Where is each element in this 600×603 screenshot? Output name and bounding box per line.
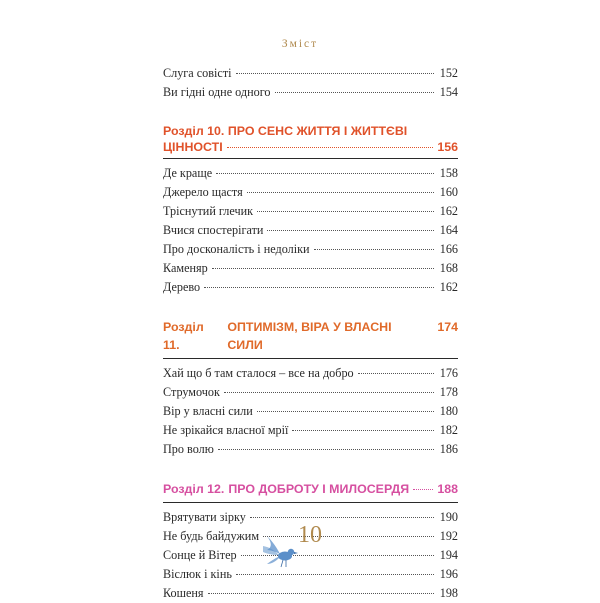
leader-dots xyxy=(218,449,434,450)
toc-entry-page: 192 xyxy=(439,529,458,543)
leader-dots xyxy=(227,147,434,148)
toc-entry[interactable] xyxy=(163,440,458,459)
toc-entry-title: Каменяр xyxy=(163,261,208,275)
toc-entry-title: Ви гідні одне одного xyxy=(163,85,271,99)
toc-entry[interactable] xyxy=(163,164,458,183)
section-name-line1: ПРО ДОБРОТУ І МИЛОСЕРДЯ xyxy=(228,482,410,496)
toc-entry-title: Слуга совісті xyxy=(163,66,232,80)
toc-entry-title: Тріснутий глечик xyxy=(163,204,254,218)
toc-entry-page: 190 xyxy=(439,510,458,524)
leader-dots xyxy=(212,268,434,269)
toc-entry-title: Сонце й Вітер xyxy=(163,548,237,562)
toc-entry[interactable] xyxy=(163,584,458,603)
toc-entry-page: 152 xyxy=(439,66,458,80)
toc-entry-title: Про досконалість і недоліки xyxy=(163,242,310,256)
leader-dots xyxy=(314,249,434,250)
leader-dots xyxy=(247,192,434,193)
toc-entry-title: Кошеня xyxy=(163,586,204,600)
toc-entry-page: 162 xyxy=(439,204,458,218)
toc-entry[interactable] xyxy=(163,183,458,202)
section-prefix: Розділ 12. xyxy=(163,482,225,496)
leader-dots xyxy=(267,230,434,231)
section-divider xyxy=(163,502,458,503)
toc-entry-page: 182 xyxy=(439,423,458,437)
leader-dots xyxy=(257,411,434,412)
leader-dots xyxy=(224,392,434,393)
toc-entry-page: 162 xyxy=(439,280,458,294)
toc-entry-title: Не будь байдужим xyxy=(163,529,260,543)
section-divider xyxy=(163,158,458,159)
toc-entry-page: 186 xyxy=(439,442,458,456)
toc-entry[interactable] xyxy=(163,221,458,240)
leader-dots xyxy=(275,92,434,93)
page-header-title: Зміст xyxy=(281,38,319,50)
section-prefix: Розділ 10. xyxy=(163,124,225,138)
section-divider xyxy=(163,358,458,359)
bird-icon xyxy=(261,528,299,570)
section-name-line1: ОПТИМІЗМ, ВІРА У ВЛАСНІ СИЛИ xyxy=(227,320,392,352)
section-prefix: Розділ 11. xyxy=(163,320,204,352)
leader-dots xyxy=(358,373,434,374)
toc-entry[interactable] xyxy=(163,402,458,421)
toc-entry-page: 178 xyxy=(439,385,458,399)
toc-entry-page: 194 xyxy=(439,548,458,562)
toc-entry-title: Струмочок xyxy=(163,385,220,399)
toc-entry[interactable] xyxy=(163,278,458,297)
toc-entry[interactable] xyxy=(163,259,458,278)
toc-entry-page: 166 xyxy=(439,242,458,256)
toc-entry[interactable] xyxy=(163,83,458,102)
section-heading-11[interactable] xyxy=(163,318,458,354)
toc-entry-title: Не зрікайся власної мрії xyxy=(163,423,289,437)
leader-dots xyxy=(413,489,433,490)
toc-entry-page: 158 xyxy=(439,166,458,180)
toc-entry-title: Врятувати зірку xyxy=(163,510,246,524)
toc-entry[interactable] xyxy=(163,202,458,221)
toc-entry[interactable] xyxy=(163,383,458,402)
section-name-line1: ПРО СЕНС ЖИТТЯ І ЖИТТЄВІ xyxy=(227,124,408,138)
toc-entry-page: 198 xyxy=(439,586,458,600)
section-page: 156 xyxy=(437,140,458,154)
toc-entry-title: Вчися спостерігати xyxy=(163,223,264,237)
toc-entry-title: Хай що б там сталося – все на добро xyxy=(163,366,354,380)
toc-entry-title: Про волю xyxy=(163,442,214,456)
leader-dots xyxy=(208,593,434,594)
toc-entry-title: Віслюк і кінь xyxy=(163,567,232,581)
section-page: 188 xyxy=(437,482,458,496)
leader-dots xyxy=(236,73,434,74)
leader-dots xyxy=(216,173,434,174)
section-name-line2: ЦІННОСТІ xyxy=(163,140,223,154)
toc-entry[interactable] xyxy=(163,240,458,259)
toc-entry[interactable] xyxy=(163,565,458,584)
leader-dots xyxy=(292,430,434,431)
toc-entry[interactable] xyxy=(163,421,458,440)
leader-dots xyxy=(257,211,434,212)
page-number: 10 xyxy=(298,522,322,548)
toc-entry-page: 176 xyxy=(439,366,458,380)
toc-entry-title: Вір у власні сили xyxy=(163,404,253,418)
section-heading-12[interactable] xyxy=(163,480,458,498)
toc-entry-page: 164 xyxy=(439,223,458,237)
section-heading-10[interactable] xyxy=(163,122,458,154)
toc-entry-title: Джерело щастя xyxy=(163,185,243,199)
toc-entry-title: Де краще xyxy=(163,166,213,180)
toc-entry-page: 160 xyxy=(439,185,458,199)
toc-entry-page: 168 xyxy=(439,261,458,275)
leader-dots xyxy=(250,517,434,518)
toc-entry-page: 196 xyxy=(439,567,458,581)
toc-entry-page: 180 xyxy=(439,404,458,418)
leader-dots xyxy=(204,287,434,288)
toc-entry[interactable] xyxy=(163,64,458,83)
toc-entry[interactable] xyxy=(163,364,458,383)
leader-dots xyxy=(236,574,434,575)
toc-entry-title: Дерево xyxy=(163,280,201,294)
toc-entry-page: 154 xyxy=(439,85,458,99)
section-page: 174 xyxy=(437,320,458,334)
